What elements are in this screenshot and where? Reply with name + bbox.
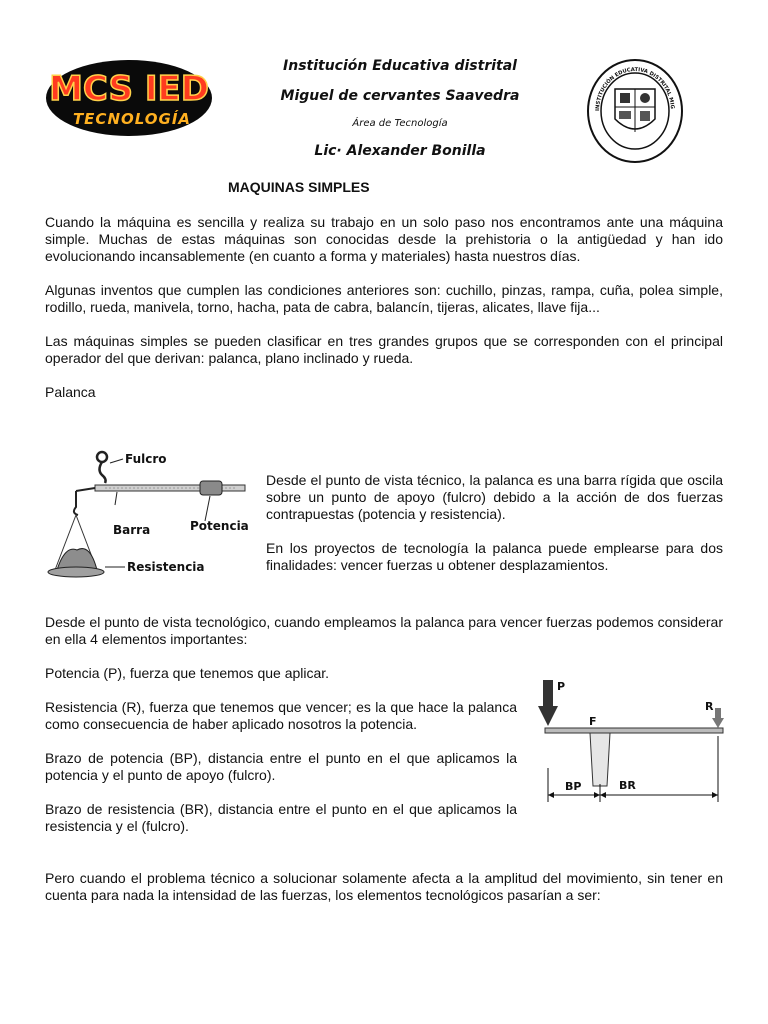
paragraph-inventions: Algunas inventos que cumplen las condiciones anteriores son: cuchillo, pinzas, rampa, cuña, polea simple, rodillo, rueda, manivela, torno, hacha, pata de cabra, balancín, tijeras, alicates, llave fija... [45, 282, 723, 315]
teacher-name: Lic· Alexander Bonilla [314, 143, 486, 159]
label-r: R [705, 700, 714, 713]
definition-brazo-potencia: Brazo de potencia (BP), distancia entre el punto en el que aplicamos la potencia y el punto de apoyo (fulcro). [45, 750, 517, 783]
paragraph-four-elements: Desde el punto de vista tecnológico, cuando empleamos la palanca para vencer fuerzas podemos considerar en ella 4 elementos importantes: [45, 614, 723, 647]
school-name: Miguel de cervantes Saavedra [280, 88, 520, 104]
label-potencia: Potencia [190, 519, 249, 533]
lever-diagram [535, 676, 730, 804]
paragraph-intro: Cuando la máquina es sencilla y realiza su trabajo en un solo paso nos encontramos ante una máquina simple. Muchas de estas máquinas son conocidas desde la prehistoria o la antigüedad y han ido evolucionando incansablemente (en cuanto a forma y materiales) hasta nuestros días. [45, 214, 723, 264]
logo-sub-text: TECNOLOGÍA [72, 110, 192, 128]
label-resistencia: Resistencia [127, 560, 205, 574]
school-seal [585, 57, 685, 165]
paragraph-classification: Las máquinas simples se pueden clasificar en tres grandes grupos que se corresponden con el principal operador del que derivan: palanca, plano inclinado y rueda. [45, 333, 723, 366]
label-barra: Barra [113, 523, 151, 537]
definition-brazo-resistencia: Brazo de resistencia (BR), distancia entre el punto en el que aplicamos la resistencia y el (fulcro). [45, 801, 517, 834]
label-bp: BP [565, 780, 582, 793]
seal-text: INSTITUCIÓN EDUCATIVA DISTRITAL MIG [594, 66, 675, 112]
lever-scale-illustration [45, 445, 255, 585]
logo-main-text: MCS IED [49, 69, 209, 109]
paragraph-palanca-definition: Desde el punto de vista técnico, la palanca es una barra rígida que oscila sobre un punto de apoyo (fulcro) debido a la acción de dos fuerzas contrapuestas (potencia y resistencia). [266, 472, 723, 522]
paragraph-palanca-purposes: En los proyectos de tecnología la palanca puede emplearse para dos finalidades: vencer fuerzas u obtener desplazamientos. [266, 540, 723, 573]
definition-resistencia: Resistencia (R), fuerza que tenemos que vencer; es la que hace la palanca como consecuencia de haber aplicado nosotros la potencia. [45, 699, 517, 732]
area-name: Área de Tecnología [352, 118, 448, 129]
label-f: F [589, 715, 597, 728]
section-heading-palanca: Palanca [45, 384, 96, 400]
label-p: P [557, 680, 566, 693]
institution-name: Institución Educativa distrital [283, 58, 517, 74]
label-br: BR [619, 779, 636, 792]
paragraph-movement: Pero cuando el problema técnico a solucionar solamente afecta a la amplitud del movimiento, sin tener en cuenta para nada la intensidad de las fuerzas, los elementos tecnológicos pasarían a ser: [45, 870, 723, 903]
label-fulcro: Fulcro [125, 452, 167, 466]
definition-potencia: Potencia (P), fuerza que tenemos que aplicar. [45, 665, 330, 681]
document-title: MAQUINAS SIMPLES [228, 179, 370, 195]
school-logo [44, 58, 214, 138]
